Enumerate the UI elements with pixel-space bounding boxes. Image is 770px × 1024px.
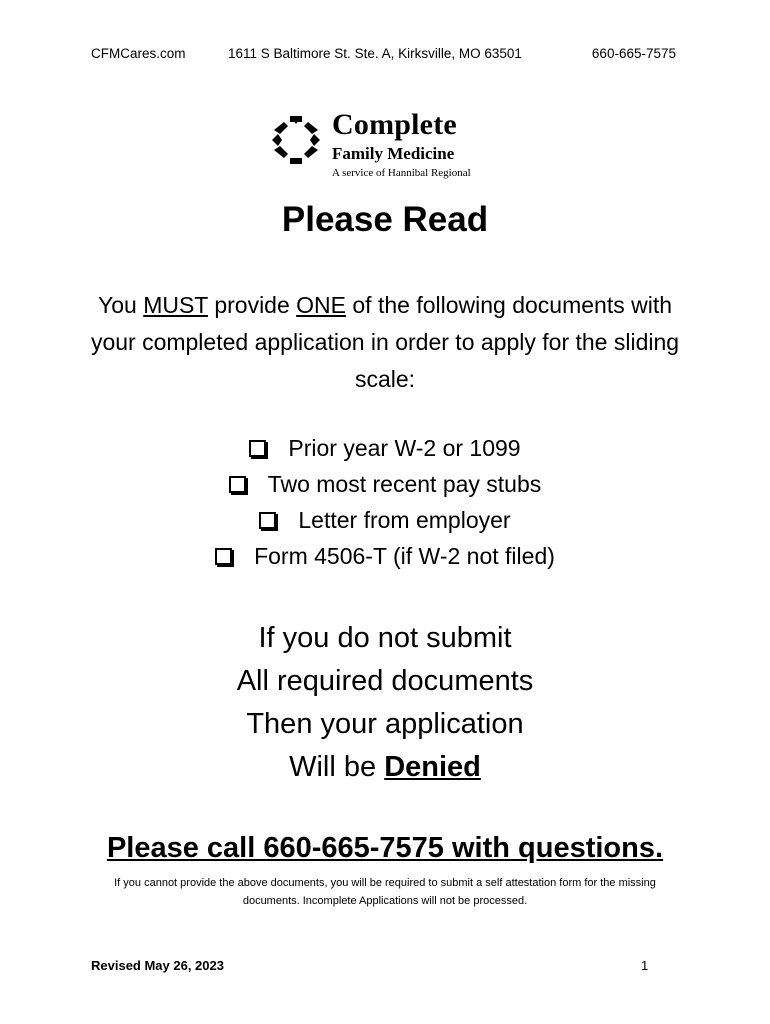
- checkbox-icon: [259, 512, 276, 529]
- checklist-item-label: Form 4506-T (if W-2 not filed): [254, 543, 555, 569]
- denied-text: Denied: [384, 751, 481, 783]
- checklist-item-label: Prior year W-2 or 1099: [288, 435, 521, 461]
- call-to-action: Please call 660-665-7575 with questions.: [106, 832, 664, 864]
- checklist-item: [0, 538, 770, 574]
- checkbox-icon: [215, 548, 232, 565]
- logo-tagline: A service of Hannibal Regional: [332, 167, 471, 179]
- warning-line-2: All required documents: [236, 665, 534, 697]
- warning-line-1: If you do not submit: [258, 622, 512, 654]
- logo-mark-icon: [270, 114, 322, 166]
- intro-one: ONE: [296, 292, 346, 318]
- page-header: [91, 46, 676, 64]
- checklist-item: [0, 430, 770, 466]
- intro-text-3: of the following documents with your completed application in order to apply for the sliding scale:: [90, 292, 680, 392]
- intro-paragraph: [85, 287, 685, 398]
- checklist-item: [0, 502, 770, 538]
- checklist-item-label: Letter from employer: [298, 507, 511, 533]
- warning-line-4-prefix: Will be: [289, 751, 385, 783]
- warning-line-4: [0, 746, 770, 789]
- phone-text: 660-665-7575: [591, 46, 676, 61]
- page-title: Please Read: [281, 200, 489, 239]
- intro-text-1: You: [97, 292, 144, 318]
- checklist-item-label: Two most recent pay stubs: [267, 471, 542, 497]
- clinic-logo: [270, 110, 480, 182]
- logo-subtitle: Family Medicine: [332, 144, 455, 163]
- revision-date: Revised May 26, 2023: [91, 958, 224, 973]
- address-text: 1611 S Baltimore St. Ste. A, Kirksville, MO 63501: [228, 46, 522, 61]
- warning-block: [0, 617, 770, 789]
- document-checklist: [0, 430, 770, 574]
- warning-line-3: Then your application: [246, 708, 524, 740]
- intro-text-2: provide: [207, 292, 297, 318]
- page-number: 1: [641, 958, 649, 973]
- website-text: CFMCares.com: [91, 46, 186, 61]
- fine-print: If you cannot provide the above documents, you will be required to submit a self attestation form for the missing documents. Incomplete Applications will not be processed.: [114, 877, 656, 907]
- logo-name: Complete: [332, 108, 457, 141]
- checklist-item: [0, 466, 770, 502]
- checkbox-icon: [229, 476, 246, 493]
- intro-must: MUST: [143, 292, 208, 318]
- checkbox-icon: [249, 440, 266, 457]
